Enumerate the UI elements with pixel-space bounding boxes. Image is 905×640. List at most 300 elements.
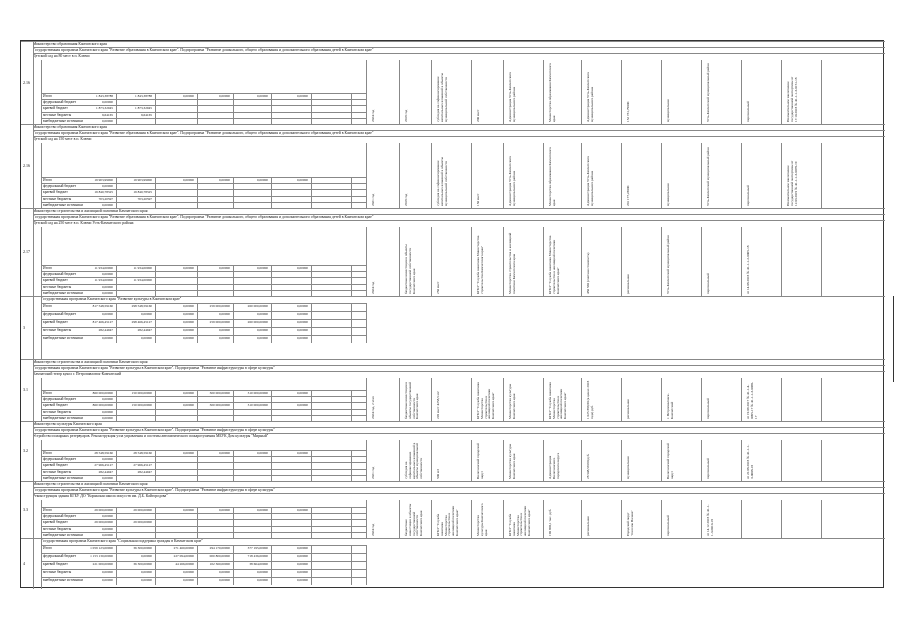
row-label: внебюджетные источники <box>43 336 83 340</box>
row-value: 0,00000 <box>256 578 268 582</box>
row-label: федеральный бюджет <box>43 514 77 519</box>
row-label: внебюджетные источники <box>43 532 83 537</box>
cell-divider <box>781 227 782 296</box>
vertical-cell-text: Усть-Камчатский муниципальный район <box>666 235 670 294</box>
vertical-cell-text: субсидия на софинансирование капитальных вложений в объекты муниципальной собственности <box>436 157 448 206</box>
column-divider <box>116 303 117 343</box>
column-divider <box>116 450 117 481</box>
row-value: 150 000,00000 <box>131 391 152 395</box>
cell-divider <box>503 440 504 481</box>
row-value: 0,00000 <box>256 328 268 332</box>
row-value: 9,64165 <box>101 112 113 117</box>
row-label: федеральный бюджет <box>43 554 77 558</box>
column-divider <box>197 507 198 538</box>
row-value: 0,00000 <box>182 578 194 582</box>
column-divider <box>311 265 312 296</box>
column-divider <box>271 177 272 208</box>
row-value: 11 934,00000 <box>94 266 113 270</box>
row-value: 0,00000 <box>296 451 308 455</box>
document-table <box>20 40 884 588</box>
vertical-cell-text: от 14.12.2018 № 41-1-1-3-0010-18 <box>706 504 714 536</box>
column-divider <box>271 507 272 538</box>
vertical-cell-text: 2024 год <box>371 523 375 536</box>
row-value: 0,00000 <box>218 266 230 270</box>
cell-divider <box>581 440 582 481</box>
row-value: 28 548,59160 <box>133 451 152 455</box>
number-column-divider <box>33 41 34 124</box>
cell-divider <box>399 378 400 421</box>
vertical-cell-text: 2021 год <box>371 466 375 479</box>
row-value: 19 840,78325 <box>94 190 113 195</box>
row-value: 0,00000 <box>296 554 308 558</box>
vertical-cell-text: КГКУ "Служба заказчика Министерства строительства и жилищной политики Камчатского края" <box>548 235 560 294</box>
cell-divider <box>366 500 367 538</box>
row-label: местные бюджеты <box>43 409 72 414</box>
row-value: 282,44947 <box>98 469 113 474</box>
cell-divider <box>621 143 622 208</box>
vertical-cell-text: Вилючинский городской округ <box>476 443 484 479</box>
row-value: 0,00000 <box>296 94 308 98</box>
cell-divider <box>781 440 782 481</box>
vertical-cell-text: бюджетные инвестиции в объекты государственной собственности Камчатского края <box>404 503 424 536</box>
row-value: 259 000,00000 <box>209 304 230 308</box>
cell-divider <box>431 60 432 124</box>
section-program: Государственная программа Камчатского края "Развитие культуры в Камчатском крае". Подпрограмма "Развитие инфраструктуры в сфере культуры" <box>33 488 275 492</box>
row-value: 0,00000 <box>296 578 308 582</box>
row-label: местные бюджеты <box>43 196 72 201</box>
number-column-divider <box>33 421 34 481</box>
row-value: 0,00000 <box>101 514 113 519</box>
number-column-divider <box>33 208 34 296</box>
row-value: 0,00000 <box>182 328 194 332</box>
cell-divider <box>431 378 432 421</box>
row-label: внебюджетные источники <box>43 290 83 295</box>
cell-divider <box>741 227 742 296</box>
row-value: 29 000,00000 <box>94 520 113 525</box>
cell-divider <box>471 227 472 296</box>
row-value: 36 300,00000 <box>133 546 152 550</box>
cell-divider <box>661 143 662 208</box>
vertical-cell-text: региональная <box>626 274 630 294</box>
row-label: краевой бюджет <box>43 190 68 195</box>
row-value: 44 266,00000 <box>175 562 194 566</box>
row-value: 0,00000 <box>140 336 152 340</box>
row-label: федеральный бюджет <box>43 100 77 105</box>
row-value: 1 873,32945 <box>96 106 113 111</box>
cell-divider <box>503 378 504 421</box>
vertical-cell-text: персональный <box>746 185 750 206</box>
vertical-cell-text: 250 мест <box>436 281 440 294</box>
row-value: 000 800,00000 <box>209 554 230 558</box>
vertical-cell-text: 1 025 889,80 (в ценах 2018 года) руб. <box>586 380 594 419</box>
column-divider <box>155 507 156 538</box>
label-column-divider <box>41 378 42 421</box>
cell-divider <box>741 60 742 124</box>
row-value: 221 000,00000 <box>92 562 113 566</box>
column-divider <box>311 450 312 481</box>
column-divider <box>155 265 156 296</box>
row-value: 0,00000 <box>182 508 194 512</box>
section-ministry: Министерство образования Камчатского края <box>33 125 107 129</box>
row-value: 0,00000 <box>296 328 308 332</box>
row-value: 377 195,00000 <box>247 546 268 550</box>
column-divider <box>197 450 198 481</box>
column-divider <box>197 265 198 296</box>
vertical-cell-text: 152 731,79000 <box>626 101 630 122</box>
vertical-cell-text: персональный <box>706 273 710 294</box>
column-divider <box>155 390 156 421</box>
row-label: федеральный бюджет <box>43 397 77 402</box>
row-value: 0,00000 <box>182 451 194 455</box>
cell-divider <box>543 500 544 538</box>
vertical-cell-text: 28 548,59160 руб. <box>586 453 590 479</box>
row-value: 227 094,00000 <box>173 554 194 558</box>
row-value: 27 966,45127 <box>133 463 152 468</box>
vertical-cell-text: Администрация Вилючинского городского округа <box>548 452 560 479</box>
row-label: краевой бюджет <box>43 520 68 525</box>
row-value: 0,00000 <box>218 312 230 316</box>
number-column-divider <box>33 296 34 359</box>
column-divider <box>311 93 312 124</box>
section-number: 2.16 <box>23 163 30 168</box>
row-value: 0,00000 <box>101 202 113 207</box>
row-label: местные бюджеты <box>43 284 72 289</box>
column-divider <box>271 450 272 481</box>
column-divider <box>116 265 117 296</box>
vertical-cell-text: от 19.09.2017 № 41-1-4-0095-17 № 41-1-1-3-0068-17 <box>746 381 758 419</box>
section-program: Государственная программа Камчатского края "Развитие образования в Камчатском крае". Подпрограмма "Развитие дошкольного, общего образования и дополнительного образования детей в Камчатском крае" <box>33 215 374 219</box>
column-divider <box>271 303 272 343</box>
vertical-cell-text: персональный <box>666 515 670 536</box>
row-value: 38 664,00000 <box>249 562 268 566</box>
cell-divider <box>821 227 822 296</box>
row-value: 0,00000 <box>256 451 268 455</box>
cell-divider <box>661 378 662 421</box>
vertical-cell-text: Министерство образования Камчатского края <box>548 63 556 122</box>
cell-divider <box>701 227 702 296</box>
row-label: внебюджетные источники <box>43 578 83 582</box>
section-number: 2.16 <box>23 79 30 85</box>
row-value: 260 000,00000 <box>247 304 268 308</box>
row-value: 0,00000 <box>256 570 268 574</box>
row-value: 28 548,59160 <box>94 451 113 455</box>
row-value: 0,00000 <box>101 570 113 574</box>
row-value: 1 153 130,00000 <box>90 554 113 558</box>
row-value: 0,00000 <box>256 508 268 512</box>
vertical-cell-text: персональный <box>706 458 710 479</box>
row-value: 0,00000 <box>101 578 113 582</box>
row-label: Итого <box>43 391 53 395</box>
label-column-divider <box>41 60 42 124</box>
row-value: 271 460,00000 <box>173 546 194 550</box>
row-label: Итого <box>43 508 53 512</box>
column-divider <box>351 545 352 585</box>
section-number: 3.2 <box>23 448 28 453</box>
cell-divider <box>661 500 662 538</box>
column-divider <box>197 545 198 585</box>
label-column-divider <box>41 227 42 296</box>
row-value: 0,00000 <box>182 94 194 98</box>
section-ministry: Государственная программа Камчатского края "Социальная поддержка граждан в Камчатском крае" <box>41 539 203 543</box>
cell-divider <box>781 378 782 421</box>
row-value: 29 000,00000 <box>94 508 113 512</box>
cell-divider <box>661 227 662 296</box>
row-value: 0,00000 <box>101 336 113 340</box>
vertical-cell-text: персональный <box>706 398 710 419</box>
vertical-cell-text: 150 мест <box>476 193 480 206</box>
column-divider <box>233 390 234 421</box>
vertical-cell-text: от 14.08.2018 № 41-1-1-2-0005-18 <box>746 245 750 294</box>
row-value: 29 000,00000 <box>133 508 152 512</box>
row-label: местные бюджеты <box>43 112 72 117</box>
vertical-cell-text: Министерство культуры Камчатского края <box>508 443 516 479</box>
row-value: 9,64165 <box>140 112 152 117</box>
cell-divider <box>503 60 504 124</box>
vertical-cell-text: Министерство культуры Камчатского края <box>476 503 488 536</box>
row-value: 0,00000 <box>182 320 194 324</box>
column-divider <box>351 303 352 343</box>
row-label: местные бюджеты <box>43 526 72 531</box>
cell-divider <box>431 440 432 481</box>
cell-divider <box>581 227 582 296</box>
vertical-cell-text: Положительное заключение государственной экспертизы от 12.03.2019 № 41-1-1-3-0078-19 <box>786 160 798 206</box>
row-value: 703,20597 <box>98 196 113 201</box>
column-divider <box>311 545 312 585</box>
row-value: 0,00000 <box>101 397 113 402</box>
cell-divider <box>701 500 702 538</box>
cell-divider <box>543 227 544 296</box>
row-value: 0,00000 <box>256 94 268 98</box>
row-value: 0,00000 <box>182 304 194 308</box>
cell-divider <box>399 143 400 208</box>
cell-divider <box>543 143 544 208</box>
label-column-divider <box>41 440 42 481</box>
cell-divider <box>399 227 400 296</box>
cell-divider <box>781 500 782 538</box>
cell-divider <box>431 500 432 538</box>
row-label: внебюджетные источники <box>43 118 83 123</box>
cell-divider <box>661 440 662 481</box>
row-value: 0,00000 <box>140 554 152 558</box>
vertical-cell-text: Усть-Камчатский муниципальный район <box>706 147 710 206</box>
row-label: Итого <box>43 304 53 308</box>
cell-divider <box>701 440 702 481</box>
row-label: федеральный бюджет <box>43 184 77 189</box>
cell-divider <box>621 440 622 481</box>
row-value: 0,00000 <box>101 184 113 189</box>
column-divider <box>351 93 352 124</box>
row-value: 294 170,00000 <box>209 546 230 550</box>
row-label: краевой бюджет <box>43 106 68 111</box>
section-program: Государственная программа Камчатского края "Развитие культуры в Камчатском крае". Подпрограмма "Развитие инфраструктуры в сфере культуры" <box>33 366 275 370</box>
vertical-cell-text: муниципальная <box>626 456 630 479</box>
cell-divider <box>581 378 582 421</box>
row-value: 0,00000 <box>101 415 113 420</box>
row-value: 718 436,00000 <box>247 554 268 558</box>
row-value: 0,00000 <box>218 578 230 582</box>
row-value: 36 300,00000 <box>133 562 152 566</box>
cell-divider <box>543 60 544 124</box>
column-divider <box>155 177 156 208</box>
column-divider <box>271 93 272 124</box>
row-label: местные бюджеты <box>43 469 72 474</box>
column-divider <box>311 507 312 538</box>
vertical-cell-text: Усть-Камчатский муниципальный район <box>706 63 710 122</box>
section-ministry: Министерство строительства и жилищной политики Камчатского края <box>33 209 148 213</box>
cell-divider <box>821 500 822 538</box>
cell-divider <box>701 378 702 421</box>
number-column-divider <box>33 481 34 538</box>
cell-divider <box>366 60 367 124</box>
page-edge-mark <box>893 296 894 382</box>
column-divider <box>233 177 234 208</box>
number-column-divider <box>33 538 34 589</box>
row-value: 29 000,00000 <box>133 520 152 525</box>
column-divider <box>197 390 198 421</box>
column-divider <box>233 545 234 585</box>
column-divider <box>271 265 272 296</box>
row-value: 0,00000 <box>296 266 308 270</box>
column-divider <box>271 545 272 585</box>
cell-divider <box>543 378 544 421</box>
vertical-cell-text: бюджетные инвестиции в объекты государственной собственности Камчатского края <box>404 381 420 419</box>
row-label: краевой бюджет <box>43 320 68 324</box>
row-value: 298 548,59160 <box>131 304 152 308</box>
vertical-cell-text: субсидия на софинансирование капитальных вложений в объекты муниципальной собственности <box>404 442 424 479</box>
section-ministry: Государственная программа Камчатского края "Развитие культуры в Камчатском крае" <box>41 297 182 301</box>
row-value: 0,00000 <box>296 391 308 395</box>
row-value: 0,00000 <box>296 570 308 574</box>
column-divider <box>116 93 117 124</box>
row-value: 0,00000 <box>140 312 152 316</box>
row-value: 0,00000 <box>101 475 113 480</box>
row-value: 817 466,45127 <box>92 320 113 324</box>
row-value: 259 000,00000 <box>209 320 230 324</box>
section-object: Детский сад на 150 мест в п. Ключи <box>33 137 92 141</box>
row-value: 19 840,78325 <box>133 190 152 195</box>
row-value: 0,00000 <box>101 272 113 277</box>
cell-divider <box>661 60 662 124</box>
row-value: 0,00000 <box>101 118 113 123</box>
column-divider <box>155 303 156 343</box>
row-value: 260 000,00000 <box>247 320 268 324</box>
row-value: 0,00000 <box>296 546 308 550</box>
label-column-divider <box>41 296 42 359</box>
vertical-cell-text: Администрация Усть-Камчатского муниципального района <box>508 156 516 206</box>
cell-divider <box>503 500 504 538</box>
column-divider <box>116 390 117 421</box>
row-value: 0,00000 <box>101 532 113 537</box>
column-divider <box>351 177 352 208</box>
cell-divider <box>431 227 432 296</box>
column-divider <box>197 177 198 208</box>
row-label: Итого <box>43 451 53 455</box>
row-value: 860 000,00000 <box>92 391 113 395</box>
cell-divider <box>701 60 702 124</box>
column-divider <box>116 507 117 538</box>
cell-divider <box>471 378 472 421</box>
cell-divider <box>741 378 742 421</box>
row-value: 0,00000 <box>101 526 113 531</box>
row-value: 102 360,00000 <box>209 562 230 566</box>
vertical-cell-text: субсидия на софинансирование капитальных вложений в объекты муниципальной собственности <box>436 73 448 122</box>
row-label: федеральный бюджет <box>43 272 77 277</box>
row-value: 0,00000 <box>101 100 113 105</box>
row-value: 1 843,38788 <box>135 94 152 98</box>
row-value: 0,00000 <box>256 178 268 182</box>
cell-divider <box>503 227 504 296</box>
section-program: Государственная программа Камчатского края "Развитие образования в Камчатском крае". Подпрограмма "Развитие дошкольного, общего образования и дополнительного образования детей в Камчатском крае" <box>33 131 374 135</box>
column-divider <box>311 177 312 208</box>
row-value: 0,00000 <box>296 562 308 566</box>
column-divider <box>366 303 367 343</box>
section-program: Государственная программа Камчатского края "Развитие культуры в Камчатском крае". Подпрограмма "Развитие инфраструктуры в сфере культуры" <box>33 428 275 432</box>
cell-divider <box>366 143 367 208</box>
row-label: местные бюджеты <box>43 328 72 332</box>
cell-divider <box>621 60 622 124</box>
section-object: Камчатский театр кукол г. Петропавловск-Камчатский <box>33 372 122 376</box>
cell-divider <box>581 500 582 538</box>
vertical-cell-text: 190 908,1 тыс. руб. <box>548 508 552 536</box>
column-divider <box>197 93 198 124</box>
cell-divider <box>503 143 504 208</box>
row-value: 282,44947 <box>137 469 152 474</box>
section-number: 2.17 <box>23 249 30 254</box>
cell-divider <box>366 440 367 481</box>
row-value: 0,00000 <box>218 508 230 512</box>
vertical-cell-text: Администрация Усть-Камчатского муниципального района <box>586 72 594 122</box>
section-program: Государственная программа Камчатского края "Развитие образования в Камчатском крае". Подпрограмма "Развитие дошкольного, общего образования и дополнительного образования детей в Камчатском крае" <box>33 48 374 52</box>
cell-divider <box>621 378 622 421</box>
row-value: 0,00000 <box>182 178 194 182</box>
vertical-cell-text: КГКУ "Служба заказчика Министерства строительства Камчатского края" <box>476 235 484 294</box>
vertical-cell-text: 200 мест <box>476 109 480 122</box>
row-value: 0,00000 <box>296 178 308 182</box>
vertical-cell-text: Администрация Усть-Камчатского муниципального района <box>508 72 516 122</box>
row-value: 1 843,38788 <box>96 94 113 98</box>
row-value: 0,00000 <box>101 409 113 414</box>
cell-divider <box>399 440 400 481</box>
vertical-cell-text: региональная <box>626 399 630 419</box>
row-value: 11 934,00000 <box>133 266 152 270</box>
section-number: 4 <box>23 560 25 566</box>
row-value: 860 000,00000 <box>92 403 113 408</box>
row-value: 282,44947 <box>98 328 113 332</box>
row-label: Итого <box>43 266 53 270</box>
vertical-cell-text: КГКУ "Служба заказчика Министерства строительства и жилищной политики Камчатского края" <box>508 505 531 536</box>
row-label: Итого <box>43 546 53 550</box>
row-label: краевой бюджет <box>43 278 68 283</box>
cell-divider <box>821 60 822 124</box>
row-label: федеральный бюджет <box>43 457 77 462</box>
row-value: 0,00000 <box>296 320 308 324</box>
vertical-cell-text: Городской округ "поселок Палана" <box>626 510 634 536</box>
row-value: 0,00000 <box>182 336 194 340</box>
vertical-cell-text: Положительное заключение государственной экспертизы от 17.10.2018 № 41-1-1-3-0151-18 <box>786 76 798 122</box>
row-value: 0,00000 <box>296 336 308 340</box>
column-divider <box>233 303 234 343</box>
cell-divider <box>366 378 367 421</box>
column-divider <box>116 545 117 585</box>
row-label: Итого <box>43 94 53 98</box>
row-value: 0,00000 <box>218 451 230 455</box>
cell-divider <box>621 500 622 538</box>
cell-divider <box>821 143 822 208</box>
row-label: местные бюджеты <box>43 570 72 574</box>
row-label: краевой бюджет <box>43 403 68 408</box>
section-number: 3.1 <box>23 387 28 392</box>
cell-divider <box>701 143 702 208</box>
